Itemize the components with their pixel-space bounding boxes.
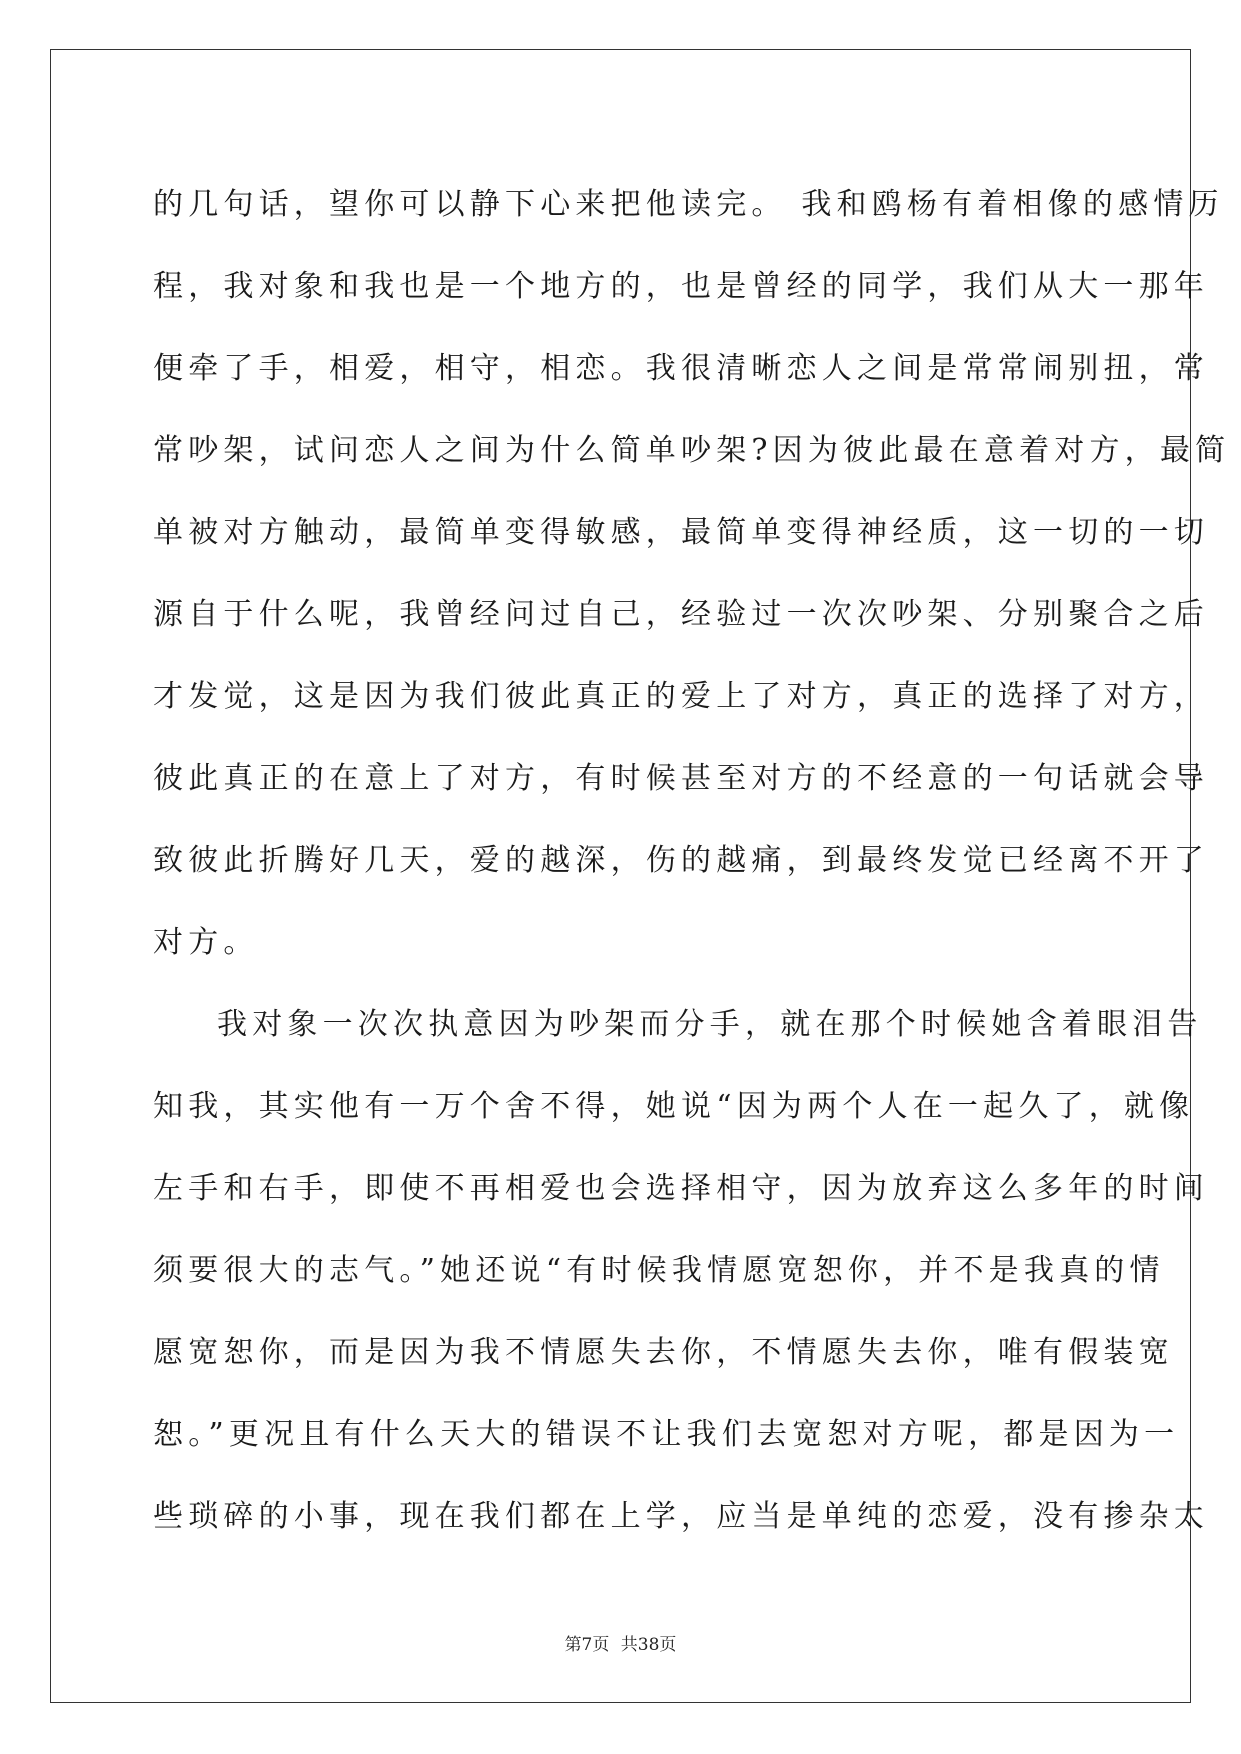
text-line: 知我，其实他有一万个舍不得，她说“因为两个人在一起久了，就像 bbox=[153, 1089, 1195, 1124]
text-line: 便牵了手，相爱，相守，相恋。我很清晰恋人之间是常常闹别扭，常 bbox=[153, 351, 1209, 386]
text-line: 些琐碎的小事，现在我们都在上学，应当是单纯的恋爱，没有掺杂太 bbox=[153, 1499, 1209, 1534]
text-line: 的几句话，望你可以静下心来把他读完。 我和鸥杨有着相像的感情历 bbox=[153, 187, 1224, 222]
text-line: 致彼此折腾好几天，爱的越深，伤的越痛，到最终发觉已经离不开了 bbox=[153, 843, 1209, 878]
page-footer bbox=[0, 1630, 1241, 1655]
document-body bbox=[153, 164, 1231, 1558]
text-line: 才发觉，这是因为我们彼此真正的爱上了对方，真正的选择了对方， bbox=[153, 679, 1209, 714]
paragraph-2 bbox=[153, 984, 1209, 1558]
text-line: 单被对方触动，最简单变得敏感，最简单变得神经质，这一切的一切 bbox=[153, 515, 1209, 550]
text-line: 愿宽恕你，而是因为我不情愿失去你，不情愿失去你，唯有假装宽 bbox=[153, 1335, 1174, 1370]
text-line: 恕。”更况且有什么天大的错误不让我们去宽恕对方呢，都是因为一 bbox=[153, 1417, 1180, 1452]
text-line: 彼此真正的在意上了对方，有时候甚至对方的不经意的一句话就会导 bbox=[153, 761, 1209, 796]
page-number: 第7页 bbox=[564, 1635, 610, 1655]
page-total: 共38页 bbox=[620, 1635, 677, 1655]
text-line: 程，我对象和我也是一个地方的，也是曾经的同学，我们从大一那年 bbox=[153, 269, 1209, 304]
paragraph-1 bbox=[153, 164, 1231, 984]
text-line: 我对象一次次执意因为吵架而分手，就在那个时候她含着眼泪告 bbox=[217, 1007, 1203, 1042]
text-line: 常吵架，试问恋人之间为什么简单吵架?因为彼此最在意着对方，最简 bbox=[153, 433, 1231, 468]
text-line: 源自于什么呢，我曾经问过自己，经验过一次次吵架、分别聚合之后 bbox=[153, 597, 1209, 632]
text-line: 须要很大的志气。”她还说“有时候我情愿宽恕你，并不是我真的情 bbox=[153, 1253, 1165, 1288]
text-line: 左手和右手，即使不再相爱也会选择相守，因为放弃这么多年的时间 bbox=[153, 1171, 1209, 1206]
text-line: 对方。 bbox=[153, 925, 259, 960]
